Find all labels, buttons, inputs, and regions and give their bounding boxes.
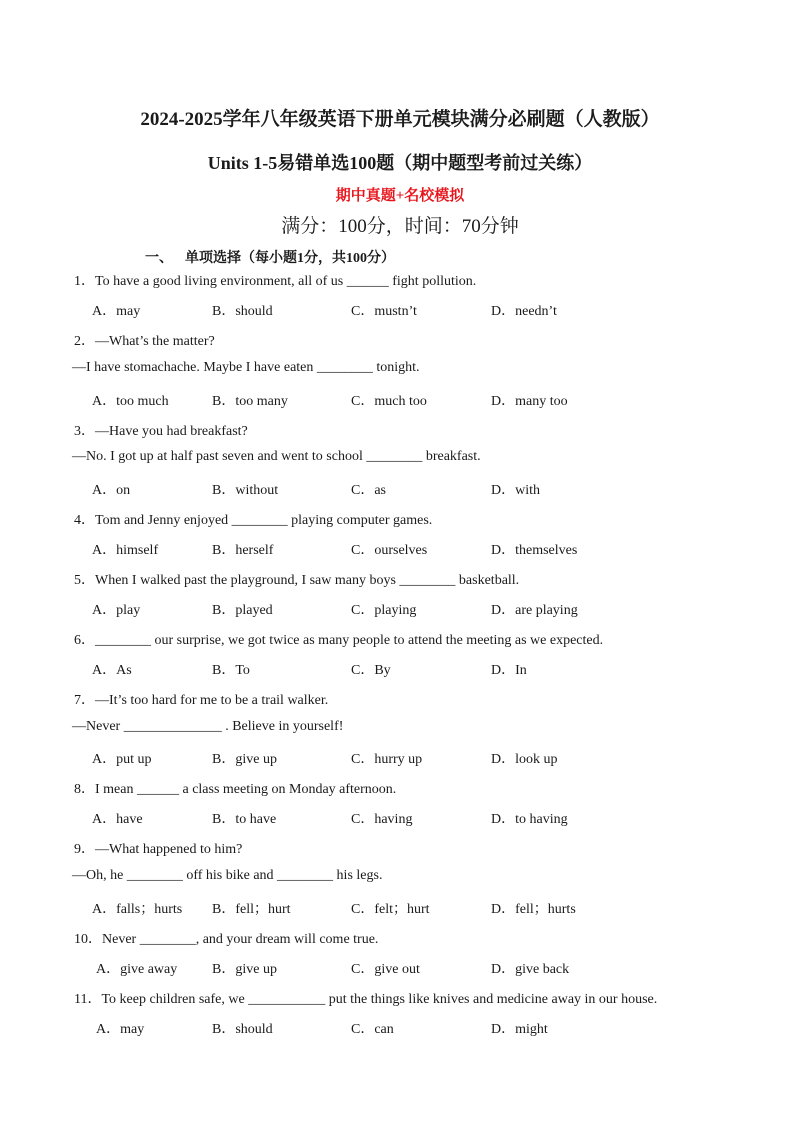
score-time: 满分：100分，时间：70分钟 <box>281 216 519 237</box>
option-b[interactable]: B．herself <box>212 543 274 559</box>
option-d[interactable]: D．many too <box>491 393 568 409</box>
option-d[interactable]: D．fell；hurts <box>491 901 576 917</box>
option-b[interactable]: B．to have <box>212 812 277 828</box>
question-stem: 3．—Have you had breakfast? <box>74 423 248 439</box>
option-a[interactable]: A．may <box>92 303 141 319</box>
option-d[interactable]: D．In <box>491 662 527 678</box>
option-b[interactable]: B．To <box>212 662 250 678</box>
option-c[interactable]: C．hurry up <box>351 752 423 768</box>
question-stem: 9．—What happened to him? <box>74 842 243 858</box>
option-a[interactable]: A．put up <box>92 752 152 768</box>
option-c[interactable]: C．as <box>351 483 386 499</box>
option-b[interactable]: B．should <box>212 303 273 319</box>
option-b[interactable]: B．played <box>212 602 273 618</box>
option-a[interactable]: A．have <box>92 812 143 828</box>
option-c[interactable]: C．mustn’t <box>351 303 417 319</box>
option-c[interactable]: C．felt；hurt <box>351 901 430 917</box>
option-a[interactable]: A．on <box>92 483 131 499</box>
page-title: 2024-2025学年八年级英语下册单元模块满分必刷题（人教版） <box>140 109 660 130</box>
question-stem: 6．________ our surprise, we got twice as many people to attend the meeting as we expected. <box>74 632 604 648</box>
option-b[interactable]: B．give up <box>212 961 277 977</box>
question-stem: 7．—It’s too hard for me to be a trail walker. <box>74 692 329 708</box>
question-dialogue-line: —Never ______________ . Believe in yourself! <box>72 718 344 734</box>
option-b[interactable]: B．should <box>212 1021 273 1037</box>
section-heading <box>145 247 395 267</box>
option-d[interactable]: D．themselves <box>491 543 578 559</box>
option-b[interactable]: B．too many <box>212 393 288 409</box>
option-d[interactable]: D．might <box>491 1021 548 1037</box>
option-a[interactable]: A．may <box>96 1021 145 1037</box>
question-stem: 2．—What’s the matter? <box>74 333 215 349</box>
option-d[interactable]: D．to having <box>491 812 568 828</box>
section-label: 单项选择（每小题1分，共100分） <box>185 251 395 266</box>
option-d[interactable]: D．give back <box>491 961 570 977</box>
option-c[interactable]: C．having <box>351 812 413 828</box>
question-stem: 1．To have a good living environment, all of us ______ fight pollution. <box>74 274 477 289</box>
section-number: 一、 <box>145 251 173 266</box>
question-stem: 5．When I walked past the playground, I saw many boys ________ basketball. <box>74 573 520 588</box>
question-stem: 10．Never ________, and your dream will come true. <box>74 931 379 947</box>
option-d[interactable]: D．are playing <box>491 602 578 618</box>
option-c[interactable]: C．can <box>351 1021 394 1037</box>
question-stem: 4．Tom and Jenny enjoyed ________ playing computer games. <box>74 513 433 529</box>
option-c[interactable]: C．much too <box>351 393 427 409</box>
option-c[interactable]: C．give out <box>351 961 420 977</box>
question-stem: 11．To keep children safe, we ___________ put the things like knives and medicine away in our house. <box>74 991 658 1007</box>
question-dialogue-line: —No. I got up at half past seven and went to school ________ breakfast. <box>72 449 481 465</box>
option-c[interactable]: C．By <box>351 662 391 678</box>
option-b[interactable]: B．give up <box>212 752 277 768</box>
option-c[interactable]: C．ourselves <box>351 543 428 559</box>
red-tag: 期中真题+名校模拟 <box>335 188 465 204</box>
question-dialogue-line: —I have stomachache. Maybe I have eaten ________ tonight. <box>72 359 420 375</box>
option-b[interactable]: B．without <box>212 483 279 499</box>
option-d[interactable]: D．needn’t <box>491 303 557 319</box>
option-a[interactable]: A．himself <box>92 543 159 559</box>
question-dialogue-line: —Oh, he ________ off his bike and ________ his legs. <box>72 868 383 883</box>
option-a[interactable]: A．falls；hurts <box>92 901 183 917</box>
option-c[interactable]: C．playing <box>351 602 417 618</box>
page-subtitle: Units 1-5易错单选100题（期中题型考前过关练） <box>207 153 593 173</box>
option-a[interactable]: A．As <box>92 662 132 678</box>
option-b[interactable]: B．fell；hurt <box>212 901 291 917</box>
question-stem: 8．I mean ______ a class meeting on Monday afternoon. <box>74 782 397 798</box>
option-d[interactable]: D．look up <box>491 752 558 768</box>
option-a[interactable]: A．play <box>92 602 141 618</box>
option-d[interactable]: D．with <box>491 483 540 499</box>
option-a[interactable]: A．give away <box>96 961 178 977</box>
option-a[interactable]: A．too much <box>92 393 169 409</box>
